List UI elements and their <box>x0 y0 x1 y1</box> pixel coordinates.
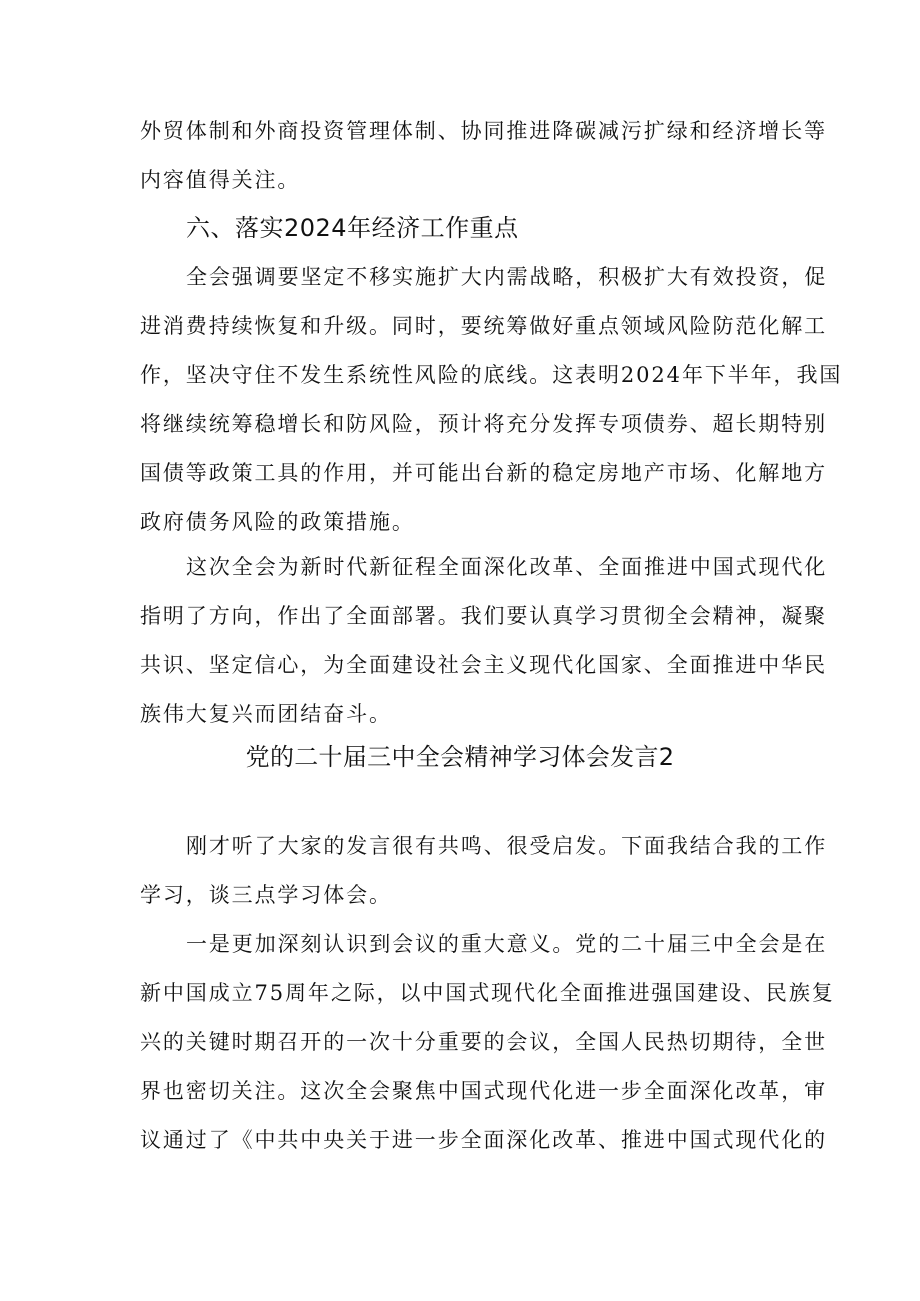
paragraph-line: 作，坚决守住不发生系统性风险的底线。这表明2024年下半年，我国 <box>140 363 843 387</box>
paragraph-line: 刚才听了大家的发言很有共鸣、很受启发。下面我结合我的工作 <box>186 834 828 858</box>
section-heading: 六、落实2024年经济工作重点 <box>186 214 519 242</box>
paragraph-line: 全会强调要坚定不移实施扩大内需战略，积极扩大有效投资，促 <box>186 265 828 289</box>
paragraph-line: 这次全会为新时代新征程全面深化改革、全面推进中国式现代化 <box>186 555 828 579</box>
paragraph-line: 指明了方向，作出了全面部署。我们要认真学习贯彻全会精神，凝聚 <box>140 604 827 628</box>
paragraph-line: 共识、坚定信心，为全面建设社会主义现代化国家、全面推进中华民 <box>140 653 827 677</box>
paragraph-line: 内容值得关注。 <box>140 168 301 192</box>
paragraph-line: 兴的关键时期召开的一次十分重要的会议，全国人民热切期待，全世 <box>140 1030 827 1054</box>
paragraph-line: 将继续统筹稳增长和防风险，预计将充分发挥专项债券、超长期特别 <box>140 412 827 436</box>
paragraph-line: 族伟大复兴而团结奋斗。 <box>140 702 392 726</box>
paragraph-line: 议通过了《中共中央关于进一步全面深化改革、推进中国式现代化的 <box>140 1128 827 1152</box>
speech-title: 党的二十届三中全会精神学习体会发言2 <box>245 743 675 771</box>
paragraph-line: 新中国成立75周年之际，以中国式现代化全面推进强国建设、民族复 <box>140 981 835 1005</box>
paragraph-line: 国债等政策工具的作用，并可能出台新的稳定房地产市场、化解地方 <box>140 461 827 485</box>
paragraph-line: 学习，谈三点学习体会。 <box>140 883 392 907</box>
paragraph-line: 政府债务风险的政策措施。 <box>140 510 415 534</box>
paragraph-line: 界也密切关注。这次全会聚焦中国式现代化进一步全面深化改革，审 <box>140 1079 827 1103</box>
paragraph-line: 一是更加深刻认识到会议的重大意义。党的二十届三中全会是在 <box>186 932 828 956</box>
paragraph-line: 进消费持续恢复和升级。同时，要统筹做好重点领域风险防范化解工 <box>140 314 827 338</box>
paragraph-line: 外贸体制和外商投资管理体制、协同推进降碳减污扩绿和经济增长等 <box>140 119 827 143</box>
